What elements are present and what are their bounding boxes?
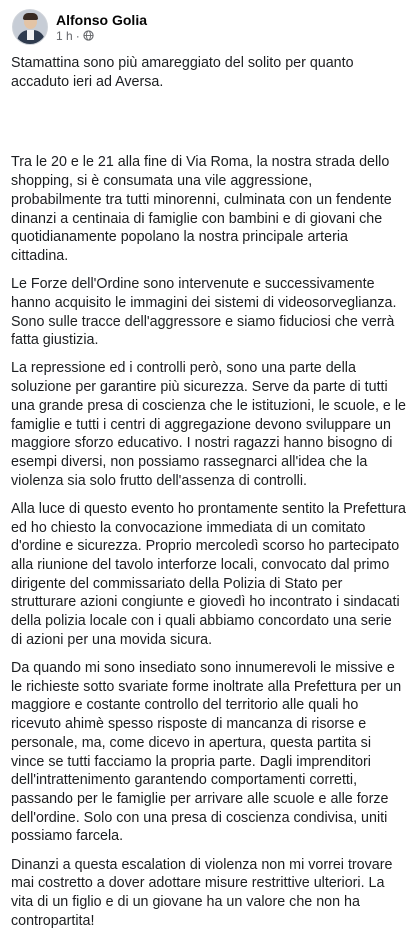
avatar-hair [23, 13, 38, 20]
post-paragraph: Dinanzi a questa escalation di violenza non mi vorrei trovare mai costretto a dover adottare misure restrittive ulteriori. La vita di un figlio e di un giovane ha un valore che non ha contropartita! [11, 856, 393, 929]
post-header [12, 9, 147, 45]
globe-icon[interactable] [83, 30, 94, 41]
avatar[interactable] [12, 9, 48, 45]
post-text [11, 54, 406, 940]
post-meta [56, 12, 147, 43]
author-name[interactable]: Alfonso Golia [56, 11, 147, 28]
post-subline [56, 29, 147, 43]
avatar-shirt [27, 30, 34, 40]
post-paragraph: Le Forze dell'Ordine sono intervenute e successivamente hanno acquisito le immagini dei sistemi di videosorveglianza. Sono sulle tracce dell'aggressore e siamo fiduciosi che verrà fatta giustizia. [11, 276, 397, 349]
post-paragraph: Alla luce di questo evento ho prontamente sentito la Prefettura ed ho chiesto la convocazione immediata di un comitato d'ordine e sicurezza. Proprio mercoledì scorso ho partecipato alla riunione del tavolo interforze locali, convocato dal primo dirigente del commissariato della Polizia di Stato per strutturare azioni congiunte e giovedì ho incontrato i sindacati della polizia locale con i quali abbiamo concordato una serie di azioni per una movida sicura. [11, 500, 407, 648]
post-paragraph: Tra le 20 e le 21 alla fine di Via Roma, la nostra strada dello shopping, si è consumata una vile aggressione, probabilmente tra tutti minorenni, culminata con un fendente dinanzi a centinaia di famiglie con bambini e di giovani che quotidianamente popolano la nostra principale arteria cittadina. [11, 154, 392, 264]
post-timestamp[interactable]: 1 h [56, 28, 73, 43]
separator-dot: · [75, 28, 80, 43]
post-paragraph: La repressione ed i controlli però, sono una parte della soluzione per garantire più sicurezza. Serve da parte di tutti una grande presa di coscienza che le istituzioni, le scuole, e le famiglie e tutti i centri di aggregazione devono sviluppare un maggiore sforzo educativo. I nostri ragazzi hanno bisogno di esempi diversi, non possiamo rassegnarci all'idea che la violenza sia solo frutto dell'assenza di controlli. [11, 360, 406, 489]
post-paragraph: Da quando mi sono insediato sono innumerevoli le missive e le richieste sotto svariate forme inoltrate alla Prefettura per un maggiore e costante controllo del territorio alle quali ho ricevuto ahimè spesso risposte di mancanza di risorse e personale, ma, come dicevo in apertura, questa partita si vince se tutti facciamo la propria parte. Dagli imprenditori dell'intrattenimento garantendo comportamenti corretti, passando per le famiglie per arrivare alle scuole e alle forze dell'ordine. Solo con una presa di coscienza condivisa, uniti possiamo farcela. [11, 659, 402, 845]
post-paragraph: Stamattina sono più amareggiato del solito per quanto accaduto ieri ad Aversa. [11, 55, 354, 90]
